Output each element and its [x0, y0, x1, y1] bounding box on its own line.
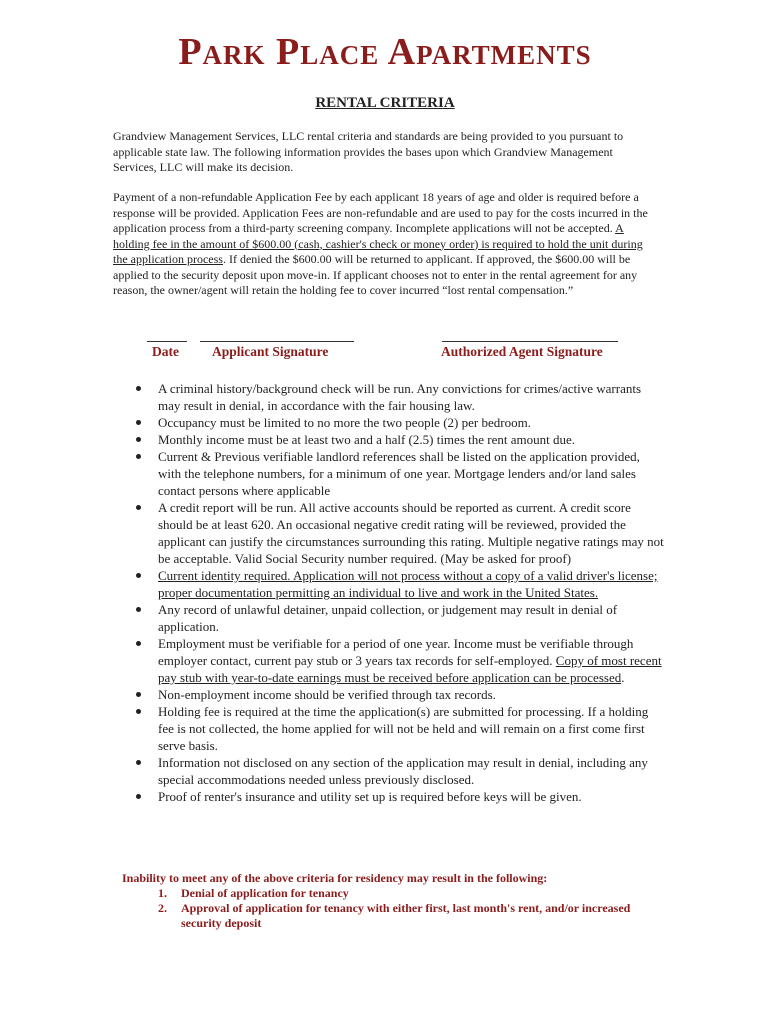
- bullet-icon: [136, 573, 141, 578]
- outcome-text: Denial of application for tenancy: [181, 886, 349, 900]
- bullet-icon: [136, 692, 141, 697]
- bullet-icon: [136, 607, 141, 612]
- criterion-text: A criminal history/background check will be run. Any convictions for crimes/active warrants may result in denial, in accordance with the fair housing law.: [158, 381, 642, 413]
- bullet-icon: [136, 386, 141, 391]
- criteria-list: [113, 380, 665, 805]
- outcome-text: Approval of application for tenancy with either first, last month's rent, and/or increased security deposit: [181, 901, 631, 930]
- agent-signature-line[interactable]: [442, 341, 618, 342]
- criterion-text: Information not disclosed on any section of the application may result in denial, including any special accommodations needed unless previously disclosed.: [158, 755, 648, 787]
- criterion-text: Occupancy must be limited to no more the two people (2) per bedroom.: [158, 415, 531, 430]
- list-item: [113, 380, 665, 414]
- bullet-icon: [136, 794, 141, 799]
- list-item: [113, 499, 665, 567]
- criterion-text: Employment must be verifiable for a period of one year. Income must be verifiable through employer contact, current pay stub or 3 years tax records for self-employed.: [158, 636, 634, 668]
- criterion-text: Non-employment income should be verified through tax records.: [158, 687, 496, 702]
- list-item: [113, 431, 665, 448]
- list-item: [113, 703, 665, 754]
- list-item: [113, 601, 665, 635]
- bullet-icon: [136, 454, 141, 459]
- criterion-text-end: .: [621, 670, 625, 685]
- bullet-icon: [136, 505, 141, 510]
- list-item: [113, 635, 665, 686]
- applicant-signature-label: Applicant Signature: [212, 344, 329, 359]
- document-subtitle: RENTAL CRITERIA: [315, 95, 455, 111]
- holding-fee-text: A holding fee in the amount of $600.00 (cash, cashier's check or money order) is required to hold the unit during the application process: [113, 221, 643, 266]
- criterion-text: Monthly income must be at least two and a half (2.5) times the rent amount due.: [158, 432, 575, 447]
- criterion-text: Current & Previous verifiable landlord references shall be listed on the application provided, with the telephone numbers, for a minimum of one year. Mortgage lenders and/or land sales contact persons where applicable: [158, 449, 640, 498]
- intro-paragraph: Grandview Management Services, LLC rental criteria and standards are being provided to you pursuant to applicable state law. The following information provides the bases upon which Grandview Management Services, LLC will make its decision.: [113, 129, 624, 174]
- outcome-list: [158, 886, 658, 931]
- bullet-icon: [136, 709, 141, 714]
- pay-stub-requirement: Copy of most recent pay stub with year-to-date earnings must be received before application can be processed: [158, 653, 662, 685]
- outcome-number: 2.: [158, 901, 167, 915]
- application-fee-paragraph: [113, 190, 658, 299]
- list-item: [158, 901, 658, 931]
- bullet-icon: [136, 420, 141, 425]
- bullet-icon: [136, 760, 141, 765]
- list-item: [113, 754, 665, 788]
- agent-signature-label: Authorized Agent Signature: [441, 344, 603, 359]
- list-item: [158, 886, 658, 901]
- criterion-text: Holding fee is required at the time the application(s) are submitted for processing. If a holding fee is not collected, the home applied for will not be held and will remain on a first come first serve basis.: [158, 704, 649, 753]
- date-label: Date: [152, 344, 179, 359]
- fee-text-end: . If denied the $600.00 will be returned to applicant. If approved, the $600.00 will be applied to the security deposit upon move-in. If applicant chooses not to enter in the rental agreement for any reason, the owner/agent will retain the holding fee to cover incurred “lost rental compensation.”: [113, 252, 638, 297]
- list-item: [113, 567, 665, 601]
- criterion-text: Any record of unlawful detainer, unpaid collection, or judgement may result in denial of application.: [158, 602, 618, 634]
- applicant-signature-line[interactable]: [200, 341, 354, 342]
- page-title: Park Place Apartments: [178, 31, 592, 73]
- criterion-text: A credit report will be run. All active accounts should be reported as current. A credit score should be at least 620. An occasional negative credit rating will be reviewed, provided the applicant can justify the circumstances surrounding this rating. Multiple negative ratings may not be acceptable. Valid Social Security number required. (May be asked for proof): [158, 500, 664, 566]
- criterion-text: Current identity required. Application will not process without a copy of a valid driver's license; proper documentation permitting an individual to live and work in the United States.: [158, 568, 658, 600]
- bullet-icon: [136, 437, 141, 442]
- date-signature-line[interactable]: [147, 341, 187, 342]
- list-item: [113, 788, 665, 805]
- list-item: [113, 448, 665, 499]
- criterion-text: Proof of renter's insurance and utility set up is required before keys will be given.: [158, 789, 582, 804]
- fee-text-start: Payment of a non-refundable Application Fee by each applicant 18 years of age and older is required before a response will be provided. Application Fees are non-refundable and are used to pay for the costs incurred in the application process from a third-party screening company. Incomplete applications will not be accepted.: [113, 190, 648, 235]
- bullet-icon: [136, 641, 141, 646]
- list-item: [113, 686, 665, 703]
- outcome-number: 1.: [158, 886, 167, 900]
- list-item: [113, 414, 665, 431]
- criteria-warning: Inability to meet any of the above criteria for residency may result in the following:: [122, 871, 548, 885]
